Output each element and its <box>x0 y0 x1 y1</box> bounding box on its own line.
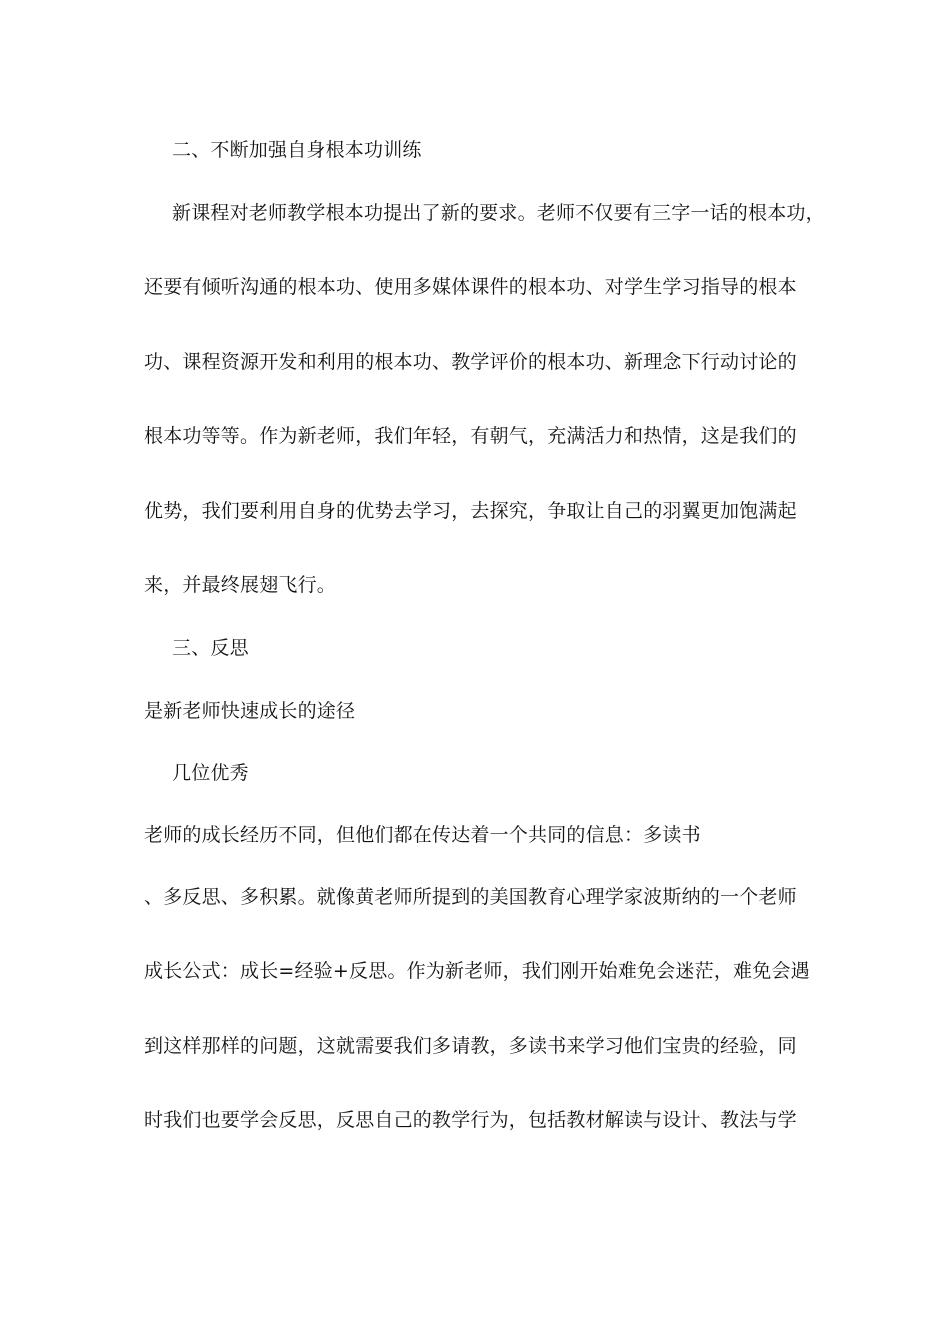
paragraph-line: 优势，我们要利用自身的优势去学习，去探究，争取让自己的羽翼更加饱满起 <box>144 500 797 522</box>
paragraph-line: 老师的成长经历不同，但他们都在传达着一个共同的信息：多读书 <box>144 824 701 846</box>
paragraph-line: 、多反思、多积累。就像黄老师所提到的美国教育心理学家波斯纳的一个老师 <box>144 886 797 908</box>
paragraph-line: 来，并最终展翅飞行。 <box>144 574 337 596</box>
paragraph-line: 是新老师快速成长的途径 <box>144 700 356 722</box>
paragraph-line: 时我们也要学会反思，反思自己的教学行为，包括教材解读与设计、教法与学 <box>144 1109 797 1131</box>
section-heading-3: 三、反思 <box>172 637 249 659</box>
paragraph-line: 到这样那样的问题，这就需要我们多请教，多读书来学习他们宝贵的经验，同 <box>144 1035 797 1057</box>
paragraph-line: 几位优秀 <box>172 762 249 784</box>
paragraph-line: 根本功等等。作为新老师，我们年轻，有朝气，充满活力和热情，这是我们的 <box>144 425 797 447</box>
paragraph-line: 还要有倾听沟通的根本功、使用多媒体课件的根本功、对学生学习指导的根本 <box>144 276 797 298</box>
paragraph-line: 新课程对老师教学根本功提出了新的要求。老师不仅要有三字一话的根本功， <box>172 202 825 224</box>
section-heading-2: 二、不断加强自身根本功训练 <box>172 139 422 161</box>
paragraph-line: 成长公式：成长=经验+反思。作为新老师，我们刚开始难免会迷茫，难免会遇 <box>144 960 810 982</box>
paragraph-line: 功、课程资源开发和利用的根本功、教学评价的根本功、新理念下行动讨论的 <box>144 351 797 373</box>
